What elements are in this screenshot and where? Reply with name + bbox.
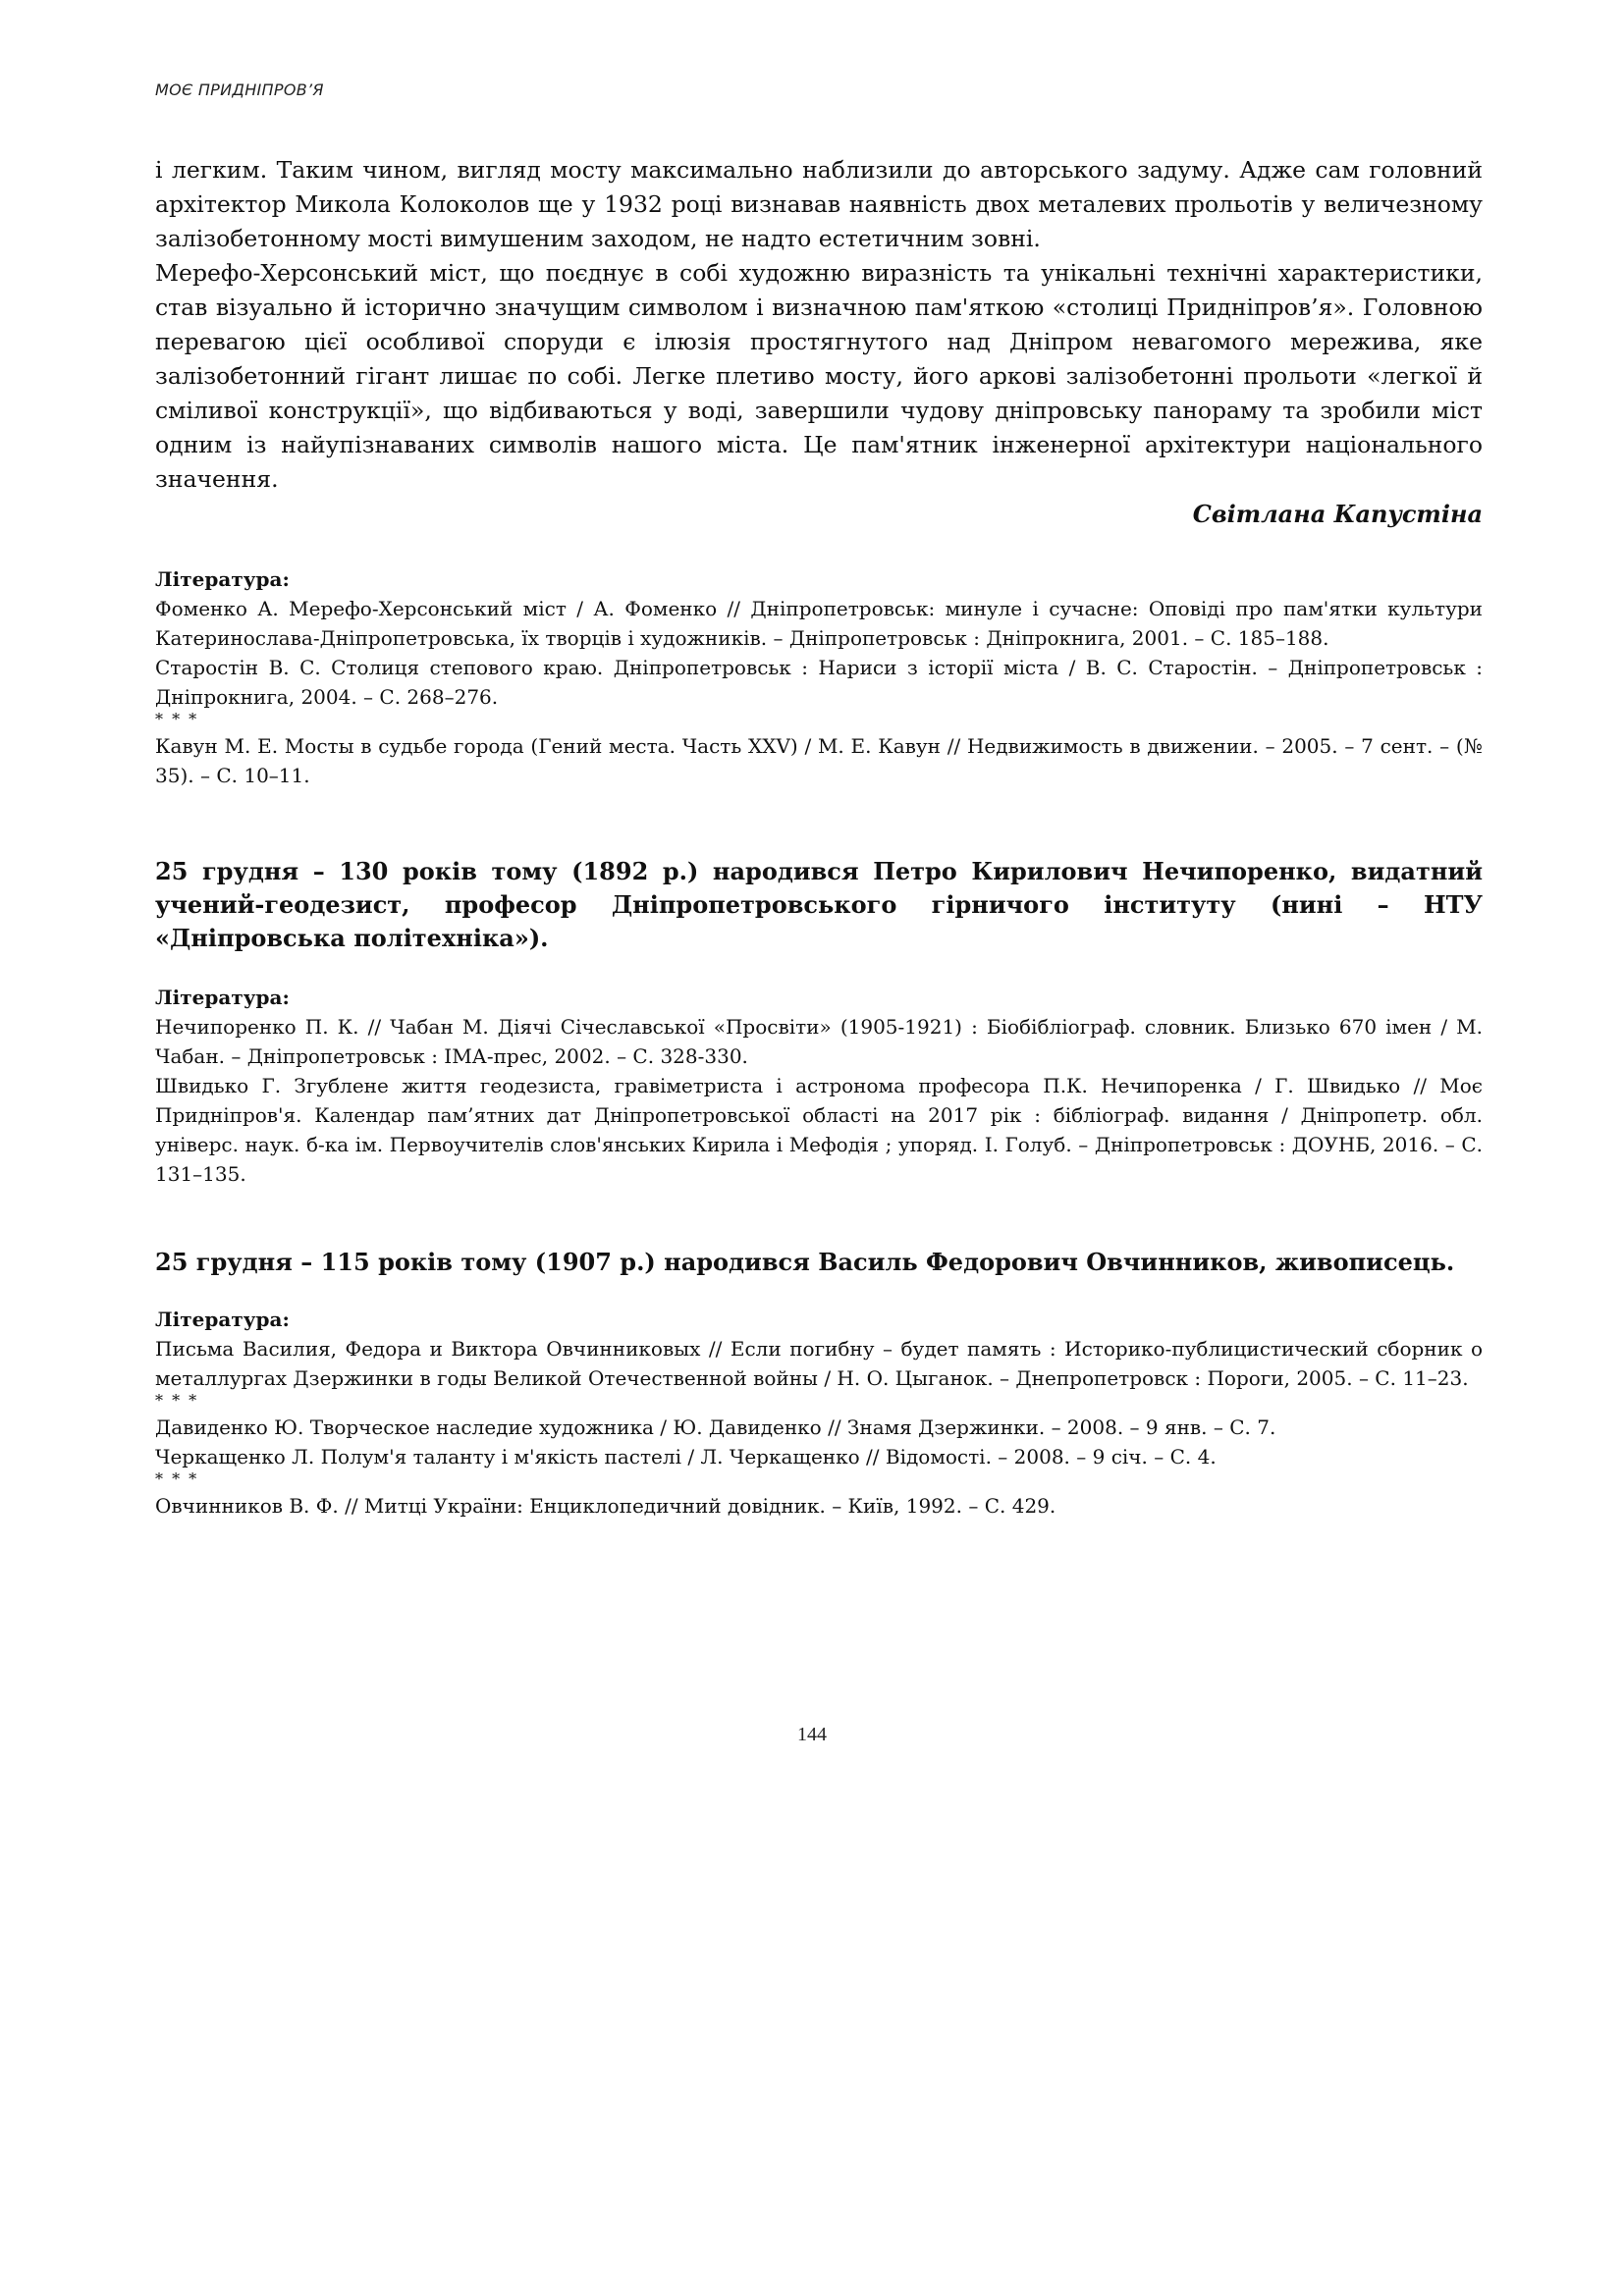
literature-title: Література: [155, 1308, 290, 1331]
literature-block [155, 564, 1483, 790]
literature-item: Фоменко А. Мерефо-Херсонський міст / А. Фоменко // Дніпропетровськ: минуле і сучасне: Оповіді про пам'ятки культури Катеринослава-Дніпропетровська, їх творців і художників. – Дніпропетровськ : Дніпрокнига, 2001. – С. 185–188. [155, 597, 1483, 650]
literature-separator: * * * [155, 1469, 199, 1488]
literature-item: Черкащенко Л. Полум'я таланту і м'якість пастелі / Л. Черкащенко // Відомості. – 2008. – 9 січ. – С. 4. [155, 1445, 1217, 1468]
page-content [155, 153, 1483, 1521]
literature-item: Нечипоренко П. К. // Чабан М. Діячі Січеславської «Просвіти» (1905-1921) : Біобібліограф. словник. Близько 670 імен / М. Чабан. – Дніпропетровськ : ІМА-прес, 2002. – С. 328-330. [155, 1015, 1483, 1068]
page-number: 144 [797, 1724, 827, 1745]
literature-separator: * * * [155, 1391, 199, 1410]
literature-item: Овчинников В. Ф. // Митці України: Енциклопедичний довідник. – Київ, 1992. – С. 429. [155, 1494, 1056, 1518]
event-heading: 25 грудня – 115 років тому (1907 р.) народився Василь Федорович Овчинников, живописець. [155, 1248, 1455, 1276]
literature-title: Література: [155, 986, 290, 1009]
literature-block [155, 983, 1483, 1189]
literature-item: Письма Василия, Федора и Виктора Овчинниковых // Если погибну – будет память : Историко-публицистический сборник о металлургах Дзержинки в годы Великой Отечественной войны / Н. О. Цыганок. – Днепропетровск : Пороги, 2005. – С. 11–23. [155, 1337, 1483, 1390]
literature-item: Швидько Г. Згублене життя геодезиста, гравіметриста і астронома професора П.К. Нечипоренка / Г. Швидько // Моє Придніпров'я. Календар пам’ятних дат Дніпропетровської області на 2017 рік : бібліограф. видання / Дніпропетр. обл. універс. наук. б-ка ім. Первоучителів слов'янських Кирила і Мефодія ; упоряд. І. Голуб. – Дніпропетровськ : ДОУНБ, 2016. – С. 131–135. [155, 1074, 1483, 1186]
article-paragraph: Мерефо-Херсонський міст, що поєднує в собі художню виразність та унікальні технічні характеристики, став візуально й історично значущим символом і визначною пам'яткою «столиці Придніпров’я». Головною перевагою цієї особливої споруди є ілюзія простягнутого над Дніпром невагомого мережива, яке залізобетонний гігант лишає по собі. Легке плетиво мосту, його аркові залізобетонні прольоти «легкої й сміливої конструкції», що відбиваються у воді, завершили чудову дніпровську панораму та зробили міст одним із найупізнаваних символів нашого міста. Це пам'ятник інженерної архітектури національного значення. [155, 259, 1483, 493]
literature-item: Давиденко Ю. Творческое наследие художника / Ю. Давиденко // Знамя Дзержинки. – 2008. – 9 янв. – С. 7. [155, 1415, 1276, 1439]
event-section-ovchynnykov [155, 1246, 1483, 1521]
event-heading: 25 грудня – 130 років тому (1892 р.) народився Петро Кирилович Нечипоренко, видатний учений-геодезист, професор Дніпропетровського гірничого інституту (нині – НТУ «Дніпровська політехніка»). [155, 857, 1483, 952]
running-header: МОЄ ПРИДНІПРОВ’Я [155, 80, 324, 99]
literature-title: Література: [155, 567, 290, 591]
literature-separator: * * * [155, 710, 199, 728]
event-section-nechyporenko [155, 855, 1483, 1189]
article-section [155, 153, 1483, 790]
literature-item: Кавун М. Е. Мосты в судьбе города (Гений места. Часть XXV) / М. Е. Кавун // Недвижимость в движении. – 2005. – 7 сент. – (№ 35). – С. 10–11. [155, 734, 1483, 787]
article-author: Світлана Капустіна [1192, 500, 1483, 528]
literature-block [155, 1305, 1483, 1521]
literature-item: Старостін В. С. Столиця степового краю. Дніпропетровськ : Нариси з історії міста / В. С. Старостін. – Дніпропетровськ : Дніпрокнига, 2004. – С. 268–276. [155, 656, 1483, 709]
article-paragraph: і легким. Таким чином, вигляд мосту максимально наблизили до авторського задуму. Адже сам головний архітектор Микола Колоколов ще у 1932 році визнавав наявність двох металевих прольотів у величезному залізобетонному мості вимушеним заходом, не надто естетичним зовні. [155, 156, 1483, 252]
